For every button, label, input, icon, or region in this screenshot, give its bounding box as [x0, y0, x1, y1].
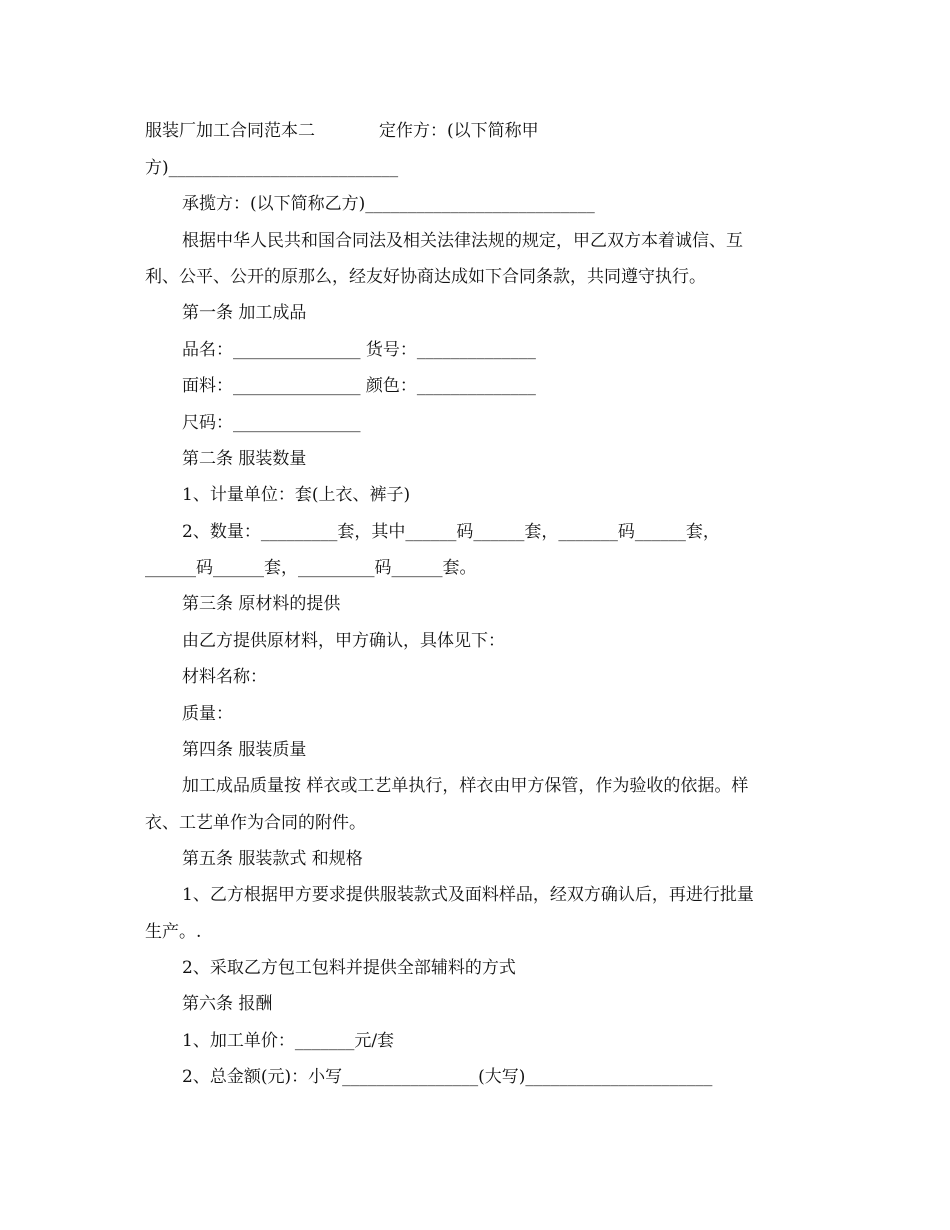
- party-a-intro: 定作方：(以下简称甲: [379, 121, 539, 141]
- article-6-heading: 第六条 报酬: [182, 994, 273, 1014]
- article-3-heading: 第三条 原材料的提供: [182, 594, 341, 614]
- article-1-heading: 第一条 加工成品: [182, 303, 307, 323]
- material-supply-text: 由乙方提供原材料，甲方确认，具体见下：: [182, 631, 505, 651]
- article-4-heading: 第四条 服装质量: [182, 740, 307, 760]
- party-b-line: 承揽方：(以下简称乙方)___________________________: [182, 194, 595, 214]
- unit-price-line: 1、加工单价：_______元/套: [182, 1031, 395, 1051]
- style-item-1-line-2: 生产。.: [145, 922, 202, 942]
- quantity-line-2: ______码______套，_________码______套。: [145, 558, 477, 578]
- document-title: 服装厂加工合同范本二: [145, 121, 315, 141]
- article-5-heading: 第五条 服装款式 和规格: [182, 849, 363, 869]
- size-line: 尺码：_______________: [182, 413, 361, 433]
- product-name-sku-line: 品名：_______________ 货号：______________: [182, 340, 536, 360]
- quality-text-line-1: 加工成品质量按 样衣或工艺单执行，样衣由甲方保管，作为验收的依据。样: [182, 776, 749, 796]
- preamble-line-2: 利、公平、公开的原那么，经友好协商达成如下合同条款，共同遵守执行。: [145, 267, 706, 287]
- style-item-2-line: 2、采取乙方包工包料并提供全部辅料的方式: [182, 958, 516, 978]
- party-a-continued: 方)___________________________: [145, 158, 399, 178]
- quality-text-line-2: 衣、工艺单作为合同的附件。: [145, 813, 366, 833]
- title-line: [145, 120, 539, 142]
- article-2-heading: 第二条 服装数量: [182, 449, 307, 469]
- fabric-color-line: 面料：_______________ 颜色：______________: [182, 376, 536, 396]
- quantity-line-1: 2、数量：_________套，其中______码______套，_______码______套，: [182, 522, 720, 542]
- preamble-line-1: 根据中华人民共和国合同法及相关法律法规的规定，甲乙双方本着诚信、互: [182, 231, 743, 251]
- material-quality-line: 质量：: [182, 704, 233, 724]
- total-amount-line: 2、总金额(元)：小写________________(大写)______________________: [182, 1067, 713, 1087]
- material-name-line: 材料名称：: [182, 667, 267, 687]
- unit-of-measure-line: 1、计量单位：套(上衣、裤子): [182, 485, 411, 505]
- style-item-1-line-1: 1、乙方根据甲方要求提供服装款式及面料样品，经双方确认后，再进行批量: [182, 885, 754, 905]
